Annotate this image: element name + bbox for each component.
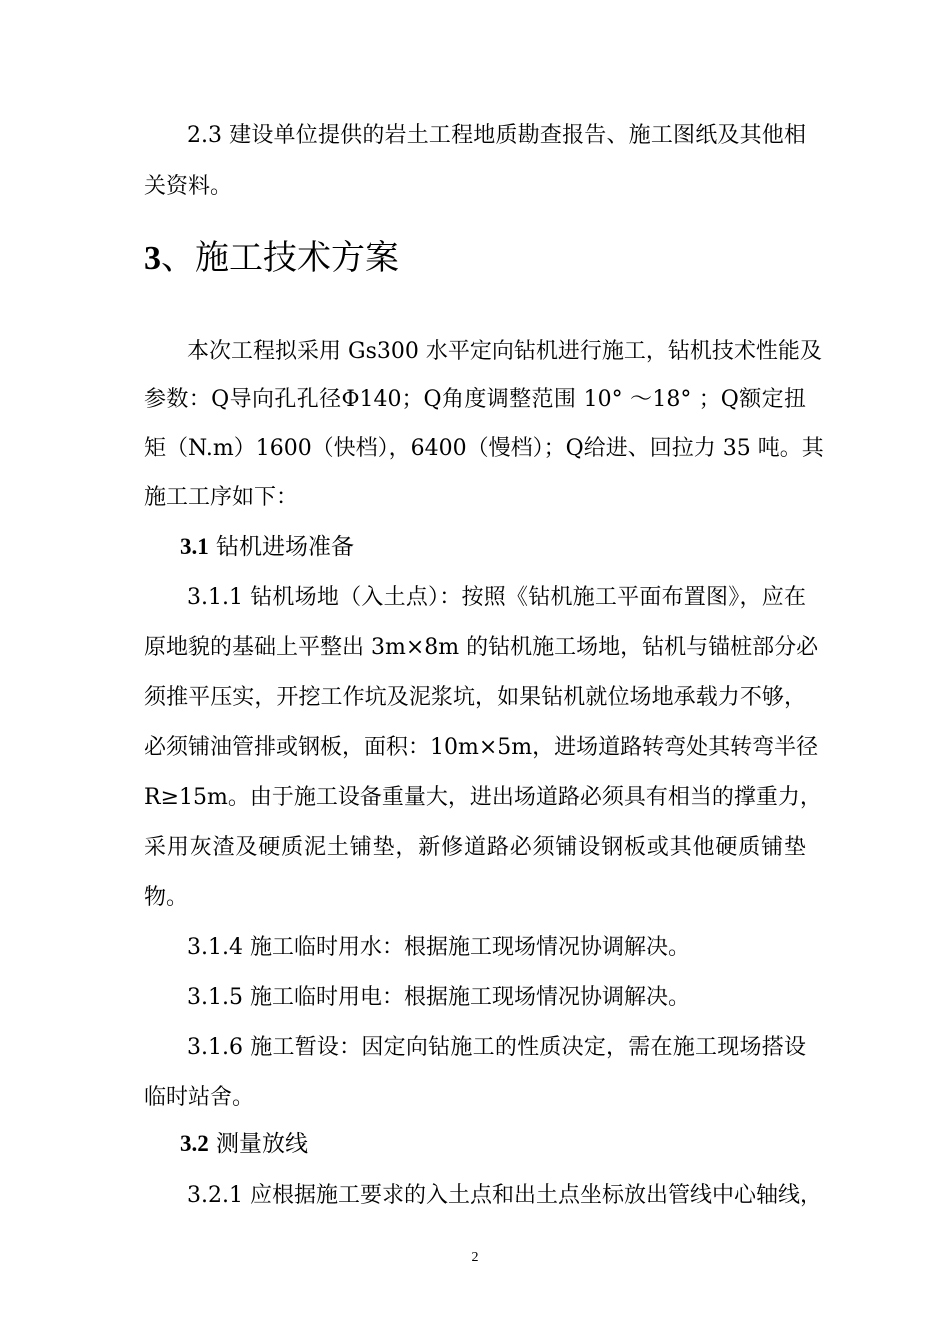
paragraph-3-1-1-line3: 须推平压实，开挖工作坑及泥浆坑，如果钻机就位场地承载力不够，: [144, 685, 806, 710]
section-3-1-heading: [180, 532, 354, 562]
paragraph-2-3-line1: 2.3 建设单位提供的岩土工程地质勘查报告、施工图纸及其他相: [187, 123, 806, 148]
paragraph-2-3-line2: 关资料。: [144, 174, 233, 199]
intro-paragraph-line1: 本次工程拟采用 Gs300 水平定向钻机进行施工，钻机技术性能及: [187, 339, 822, 364]
section-3-number: 3: [144, 240, 161, 277]
paragraph-3-1-6-line1: 3.1.6 施工暂设：因定向钻施工的性质决定，需在施工现场搭设: [187, 1035, 806, 1060]
section-3-heading: [144, 238, 399, 279]
paragraph-3-1-6-line2: 临时站舍。: [144, 1085, 255, 1110]
section-3-2-number: 3.2: [180, 1131, 209, 1156]
paragraph-3-2-1-line1: 3.2.1 应根据施工要求的入土点和出土点坐标放出管线中心轴线，: [187, 1183, 822, 1208]
section-3-2-title: 测量放线: [208, 1131, 309, 1157]
paragraph-3-1-1-line7: 物。: [144, 885, 189, 910]
paragraph-3-1-1-line4: 必须铺油管排或钢板，面积：10m×5m，进场道路转弯处其转弯半径: [144, 735, 819, 760]
paragraph-3-1-1-line6: 采用灰渣及硬质泥土铺垫，新修道路必须铺设钢板或其他硬质铺垫: [144, 835, 806, 860]
section-3-1-number: 3.1: [180, 534, 209, 559]
paragraph-3-1-5: 3.1.5 施工临时用电：根据施工现场情况协调解决。: [187, 985, 690, 1010]
section-3-2-heading: [180, 1129, 308, 1159]
paragraph-3-1-1-line1: 3.1.1 钻机场地（入土点）：按照《钻机施工平面布置图》，应在: [187, 585, 806, 610]
paragraph-3-1-1-line5: R≥15m。由于施工设备重量大，进出场道路必须具有相当的撑重力，: [144, 785, 822, 810]
page-number: 2: [471, 1250, 479, 1265]
paragraph-3-1-1-line2: 原地貌的基础上平整出 3m×8m 的钻机施工场地，钻机与锚桩部分必: [144, 635, 819, 660]
section-3-1-title: 钻机进场准备: [208, 534, 355, 560]
section-3-title: 、施工技术方案: [161, 238, 399, 278]
intro-paragraph-line4: 施工工序如下：: [144, 485, 299, 510]
intro-paragraph-line2: 参数：Q导向孔孔径Φ140；Q角度调整范围 10° ～18° ；Q额定扭: [144, 387, 806, 412]
paragraph-3-1-4: 3.1.4 施工临时用水：根据施工现场情况协调解决。: [187, 935, 690, 960]
intro-paragraph-line3: 矩（N.m）1600（快档），6400（慢档）；Q给进、回拉力 35 吨。其: [144, 436, 824, 461]
